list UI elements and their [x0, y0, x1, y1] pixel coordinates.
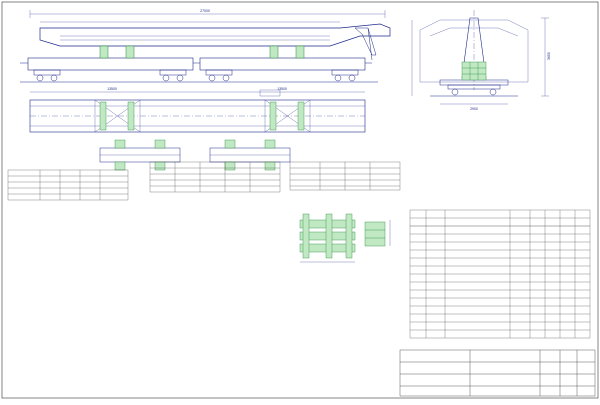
side-view [20, 10, 390, 82]
specification-table [410, 210, 590, 338]
parameter-table-middle [150, 162, 280, 192]
title-block [400, 350, 595, 396]
dimension-half-right: 13500 [277, 87, 287, 91]
dimension-width: 2900 [470, 107, 478, 111]
dimension-height: 3650 [547, 52, 551, 60]
parameter-table-left [8, 170, 128, 200]
plan-view [30, 90, 365, 132]
dimension-half-left: 13500 [107, 87, 117, 91]
support-stand-detail [100, 148, 290, 162]
parameter-table-right [290, 162, 400, 190]
timber-supports-side [100, 46, 304, 58]
dimension-overall-length: 27000 [200, 9, 210, 13]
timber-supports-end [462, 62, 486, 80]
timber-supports-plan [100, 102, 304, 130]
end-view [412, 10, 549, 104]
timber-crib-figure [300, 214, 385, 258]
